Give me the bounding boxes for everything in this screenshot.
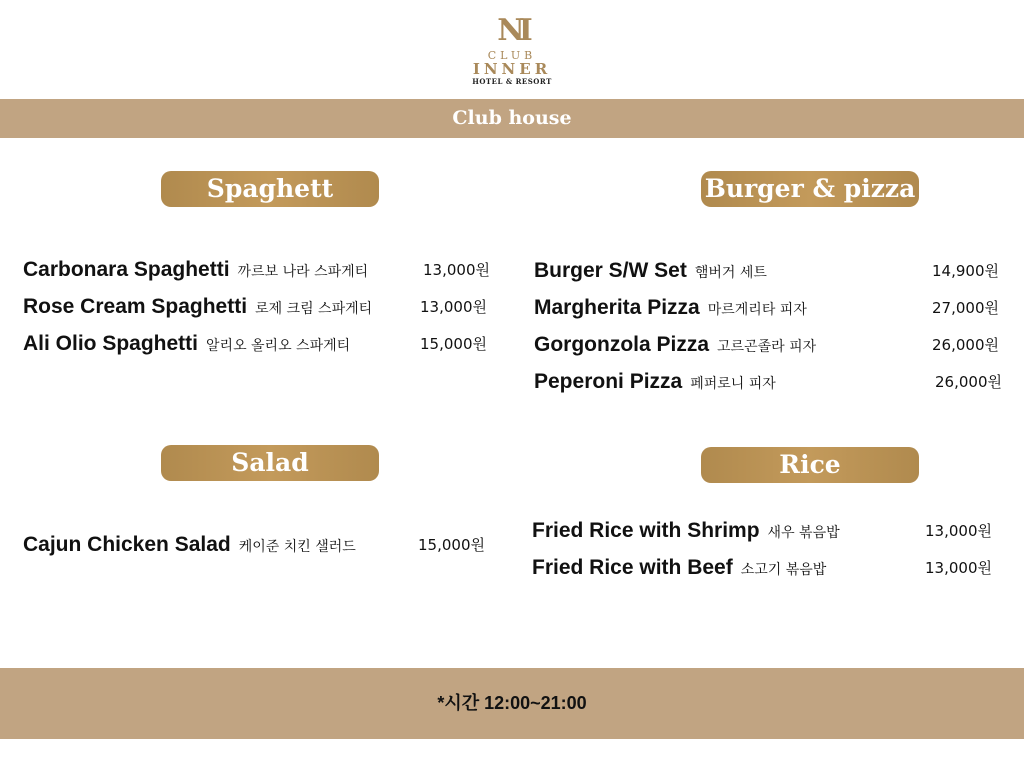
dish-korean-name: 케이준 치킨 샐러드 xyxy=(238,539,356,555)
dish-name: Rose Cream Spaghetti xyxy=(23,295,248,318)
dish-name: Ali Olio Spaghetti xyxy=(23,332,199,355)
dish-price: 26,000원 xyxy=(935,373,1002,391)
logo-mark: NI xyxy=(497,13,527,48)
dish-name: Fried Rice with Beef xyxy=(532,556,733,579)
page-title: Club house xyxy=(452,107,572,129)
section-header-rice: Rice xyxy=(701,447,919,483)
dish-korean-name: 로제 크림 스파게티 xyxy=(255,301,373,317)
section-header-spaghetti: Spaghett xyxy=(161,171,379,207)
logo-club-text: CLUB xyxy=(487,49,537,62)
dish-name: Burger S/W Set xyxy=(534,259,687,282)
dish-name: Gorgonzola Pizza xyxy=(534,333,710,356)
menu-item xyxy=(23,293,503,321)
footer-bar xyxy=(0,668,1024,739)
dish-korean-name: 페퍼로니 피자 xyxy=(690,376,776,392)
dish-name: Margherita Pizza xyxy=(534,296,700,319)
dish-price: 26,000원 xyxy=(932,336,999,354)
logo-subtitle: HOTEL & RESORT xyxy=(472,77,552,86)
section-header-burger-pizza: Burger & pizza xyxy=(701,171,919,207)
dish-korean-name: 소고기 볶음밥 xyxy=(740,562,827,578)
menu-item xyxy=(532,554,1010,582)
header-bar xyxy=(0,99,1024,138)
dish-price: 14,900원 xyxy=(932,262,999,280)
dish-price: 13,000원 xyxy=(925,559,992,577)
opening-hours: *시간 12:00~21:00 xyxy=(437,693,587,713)
dish-korean-name: 마르게리타 피자 xyxy=(707,302,807,318)
dish-price: 13,000원 xyxy=(423,261,490,279)
logo-inner-text: INNER xyxy=(472,60,552,78)
menu-item xyxy=(534,331,1012,359)
dish-price: 13,000원 xyxy=(420,298,487,316)
dish-name: Fried Rice with Shrimp xyxy=(532,519,760,542)
menu-item xyxy=(534,294,1012,322)
dish-korean-name: 햄버거 세트 xyxy=(694,265,767,281)
menu-item xyxy=(23,531,503,559)
dish-name: Carbonara Spaghetti xyxy=(23,258,230,281)
dish-price: 15,000원 xyxy=(420,335,487,353)
dish-name: Peperoni Pizza xyxy=(534,370,683,393)
club-inner-logo xyxy=(462,14,562,94)
dish-price: 27,000원 xyxy=(932,299,999,317)
dish-korean-name: 고르곤졸라 피자 xyxy=(717,339,817,355)
menu-item xyxy=(23,256,503,284)
dish-korean-name: 알리오 올리오 스파게티 xyxy=(206,338,351,354)
menu-item xyxy=(23,330,503,358)
dish-price: 13,000원 xyxy=(925,522,992,540)
dish-korean-name: 새우 볶음밥 xyxy=(767,525,840,541)
dish-name: Cajun Chicken Salad xyxy=(23,533,231,556)
menu-item xyxy=(534,257,1012,285)
dish-korean-name: 까르보 나라 스파게티 xyxy=(237,264,369,280)
menu-item xyxy=(534,368,1012,396)
dish-price: 15,000원 xyxy=(418,536,485,554)
section-header-salad: Salad xyxy=(161,445,379,481)
menu-item xyxy=(532,517,1010,545)
